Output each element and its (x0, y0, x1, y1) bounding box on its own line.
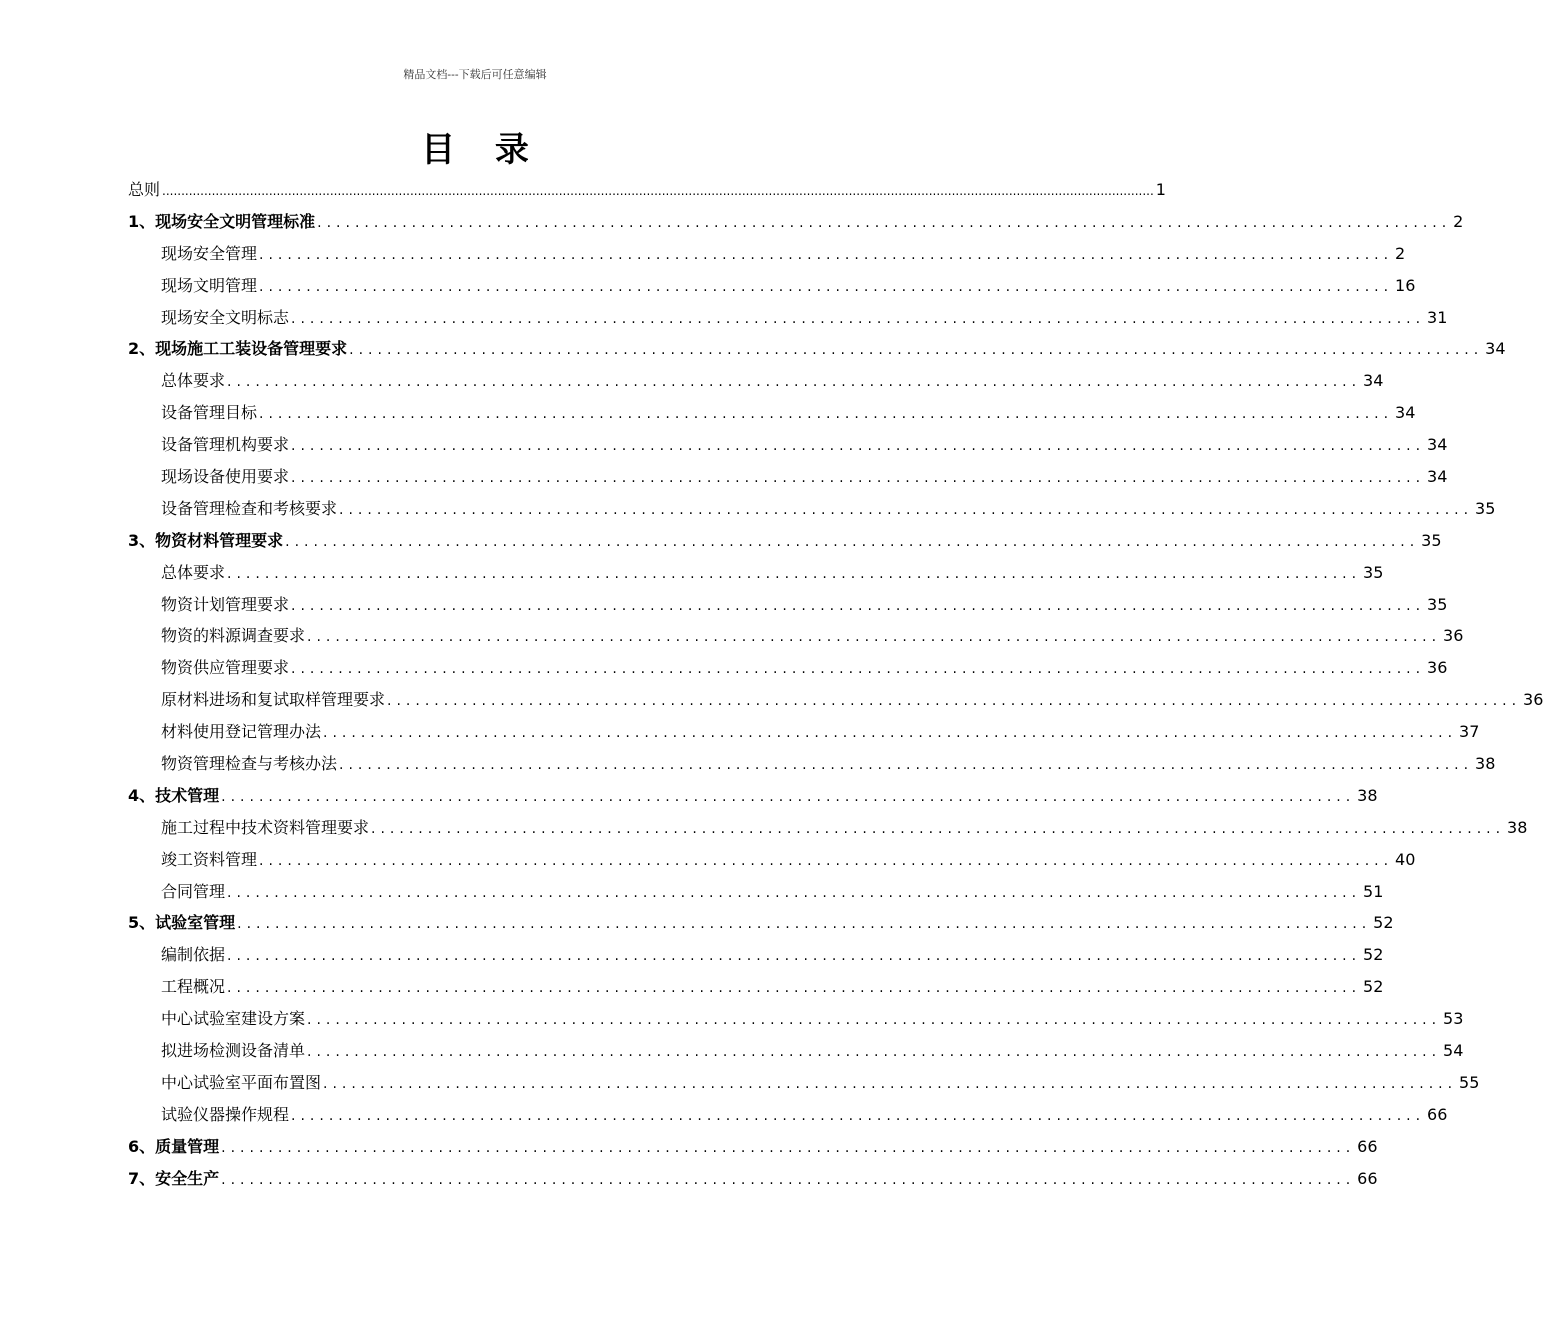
toc-page-number: 51 (1363, 881, 1384, 901)
toc-entry[interactable] (128, 684, 1543, 716)
toc-entry-label: 物资供应管理要求 (161, 658, 290, 678)
toc-entry-label: 合同管理 (161, 881, 226, 901)
toc-entry-label: 6、质量管理 (128, 1136, 220, 1156)
toc-entry[interactable] (128, 1035, 1464, 1067)
toc-entry-label: 竣工资料管理 (161, 849, 258, 869)
toc-page-number: 54 (1443, 1041, 1464, 1061)
toc-dot-leader: ........................................................................................................................ (227, 565, 1362, 582)
toc-dot-leader: ........................................................................................................................ (291, 597, 1426, 614)
toc-dot-leader: ........................................................................................................................ (387, 693, 1522, 710)
toc-entry-label: 设备管理检查和考核要求 (161, 498, 338, 518)
toc-dot-leader: ........................................................................................................................ (227, 980, 1362, 997)
toc-entry-label: 现场安全管理 (161, 243, 258, 263)
toc-dot-leader: ........................................................................................................................ (291, 470, 1426, 487)
toc-page-number: 35 (1421, 530, 1442, 550)
toc-entry-label: 试验仪器操作规程 (161, 1104, 290, 1124)
toc-entry[interactable] (128, 206, 1464, 238)
toc-dot-leader: ........................................................................................................................ (349, 342, 1484, 359)
toc-entry[interactable] (128, 1003, 1464, 1035)
toc-page-number: 38 (1357, 785, 1378, 805)
toc-dot-leader: ........................................................................................................................ (307, 1012, 1442, 1029)
toc-entry[interactable] (128, 333, 1506, 365)
toc-page-number: 16 (1395, 275, 1416, 295)
toc-entry[interactable] (128, 812, 1528, 844)
toc-page-number: 34 (1427, 467, 1448, 487)
toc-dot-leader: ........................................................................................................................ (323, 1075, 1458, 1092)
toc-entry-label: 施工过程中技术资料管理要求 (161, 817, 370, 837)
toc-dot-leader: ........................................................................................................................ (221, 1139, 1356, 1156)
toc-entry[interactable] (128, 302, 1448, 334)
toc-page-number: 37 (1459, 722, 1480, 742)
toc-entry-label: 5、试验室管理 (128, 913, 236, 933)
toc-page-number: 36 (1443, 626, 1464, 646)
toc-page-number: 1 (1155, 180, 1166, 199)
toc-entry[interactable] (128, 844, 1416, 876)
toc-entry[interactable] (128, 525, 1442, 557)
toc-page-number: 34 (1395, 403, 1416, 423)
toc-dot-leader: ........................................................................................................................ (227, 884, 1362, 901)
toc-page-number: 36 (1523, 690, 1543, 710)
toc-entry-label: 1、现场安全文明管理标准 (128, 211, 316, 231)
toc-dot-leader: ........................................................................................................................ (227, 948, 1362, 965)
toc-entry[interactable] (128, 589, 1448, 621)
toc-dot-leader: ........................................................................................................................ (307, 1044, 1442, 1061)
toc-page-number: 2 (1395, 243, 1406, 263)
toc-entry[interactable] (128, 1163, 1378, 1195)
toc-entry[interactable] (128, 493, 1496, 525)
toc-page-number: 36 (1427, 658, 1448, 678)
toc-entry-label: 编制依据 (161, 945, 226, 965)
toc-dot-leader: .................................................................................................................................................................................................................................................................... (162, 184, 1154, 198)
toc-entry[interactable] (128, 716, 1480, 748)
toc-entry[interactable] (128, 748, 1496, 780)
toc-entry[interactable] (128, 238, 1406, 270)
toc-dot-leader: ........................................................................................................................ (307, 629, 1442, 646)
toc-page-number: 35 (1363, 562, 1384, 582)
toc-dot-leader: ........................................................................................................................ (259, 246, 1394, 263)
toc-page-number: 38 (1507, 817, 1528, 837)
toc-entry[interactable] (128, 397, 1416, 429)
toc-page-number: 52 (1363, 977, 1384, 997)
toc-dot-leader: ........................................................................................................................ (291, 661, 1426, 678)
toc-dot-leader: ........................................................................................................................ (323, 725, 1458, 742)
toc-dot-leader: ........................................................................................................................ (291, 1107, 1426, 1124)
toc-entry[interactable] (128, 620, 1464, 652)
toc-page-number: 52 (1373, 913, 1394, 933)
page-title: 目 录 (421, 130, 543, 170)
toc-page-number: 34 (1485, 339, 1506, 359)
header-note: 精品文档---下载后可任意编辑 (403, 68, 547, 81)
toc-dot-leader: ........................................................................................................................ (259, 406, 1394, 423)
toc-page-number: 38 (1475, 754, 1496, 774)
toc-entry-label: 现场安全文明标志 (161, 307, 290, 327)
toc-page-number: 52 (1363, 945, 1384, 965)
toc-dot-leader: ........................................................................................................................ (259, 852, 1394, 869)
toc-entry[interactable] (128, 907, 1394, 939)
toc-entry-label: 物资计划管理要求 (161, 594, 290, 614)
toc-entry-label: 7、安全生产 (128, 1168, 220, 1188)
toc-entry[interactable] (128, 971, 1384, 1003)
toc-entry[interactable] (128, 780, 1378, 812)
toc-dot-leader: ........................................................................................................................ (221, 788, 1356, 805)
toc-entry-label: 设备管理机构要求 (161, 435, 290, 455)
toc-entry-label: 2、现场施工工装设备管理要求 (128, 339, 348, 359)
toc-entry-label: 现场文明管理 (161, 275, 258, 295)
toc-page-number: 66 (1427, 1104, 1448, 1124)
toc-entry[interactable] (128, 557, 1384, 589)
toc-entry[interactable] (128, 652, 1448, 684)
toc-dot-leader: ........................................................................................................................ (259, 278, 1394, 295)
toc-dot-leader: ........................................................................................................................ (237, 916, 1372, 933)
toc-entry-label: 现场设备使用要求 (161, 467, 290, 487)
toc-entry-label: 物资管理检查与考核办法 (161, 754, 338, 774)
toc-entry-label: 中心试验室建设方案 (161, 1009, 306, 1029)
toc-page-number: 35 (1427, 594, 1448, 614)
toc-dot-leader: ........................................................................................................................ (339, 757, 1474, 774)
toc-entry[interactable] (128, 270, 1416, 302)
toc-entry-label: 设备管理目标 (161, 403, 258, 423)
toc-entry[interactable] (128, 429, 1448, 461)
toc-page-number: 34 (1363, 371, 1384, 391)
toc-entry[interactable] (128, 1067, 1480, 1099)
toc-entry-label: 原材料进场和复试取样管理要求 (161, 690, 386, 710)
toc-entry-label: 物资的料源调查要求 (161, 626, 306, 646)
toc-page-number: 2 (1453, 211, 1464, 231)
toc-entry-label: 工程概况 (161, 977, 226, 997)
toc-entry-label: 总体要求 (161, 371, 226, 391)
toc-entry[interactable] (128, 174, 1166, 206)
toc-dot-leader: ........................................................................................................................ (371, 820, 1506, 837)
toc-dot-leader: ........................................................................................................................ (291, 310, 1426, 327)
toc-entry-label: 材料使用登记管理办法 (161, 722, 322, 742)
toc-page-number: 35 (1475, 498, 1496, 518)
toc-entry-label: 3、物资材料管理要求 (128, 530, 284, 550)
toc-entry-label: 中心试验室平面布置图 (161, 1072, 322, 1092)
toc-page-number: 55 (1459, 1072, 1480, 1092)
toc-entry[interactable] (128, 876, 1384, 908)
toc-entry[interactable] (128, 1099, 1448, 1131)
toc-page-number: 40 (1395, 849, 1416, 869)
toc-dot-leader: ........................................................................................................................ (221, 1171, 1356, 1188)
toc-dot-leader: ........................................................................................................................ (339, 501, 1474, 518)
toc-entry[interactable] (128, 1131, 1378, 1163)
toc-entry[interactable] (128, 939, 1384, 971)
toc-entry-label: 拟进场检测设备清单 (161, 1041, 306, 1061)
table-of-contents (128, 174, 1543, 1195)
toc-page-number: 66 (1357, 1168, 1378, 1188)
toc-page-number: 66 (1357, 1136, 1378, 1156)
toc-entry[interactable] (128, 365, 1384, 397)
toc-page-number: 31 (1427, 307, 1448, 327)
toc-entry-label: 4、技术管理 (128, 785, 220, 805)
toc-page-number: 53 (1443, 1009, 1464, 1029)
toc-dot-leader: ........................................................................................................................ (291, 438, 1426, 455)
toc-entry-label: 总体要求 (161, 562, 226, 582)
toc-dot-leader: ........................................................................................................................ (227, 374, 1362, 391)
toc-entry[interactable] (128, 461, 1448, 493)
toc-dot-leader: ........................................................................................................................ (317, 214, 1452, 231)
toc-page-number: 34 (1427, 435, 1448, 455)
toc-entry-label: 总则 (128, 180, 161, 199)
toc-dot-leader: ........................................................................................................................ (285, 533, 1420, 550)
